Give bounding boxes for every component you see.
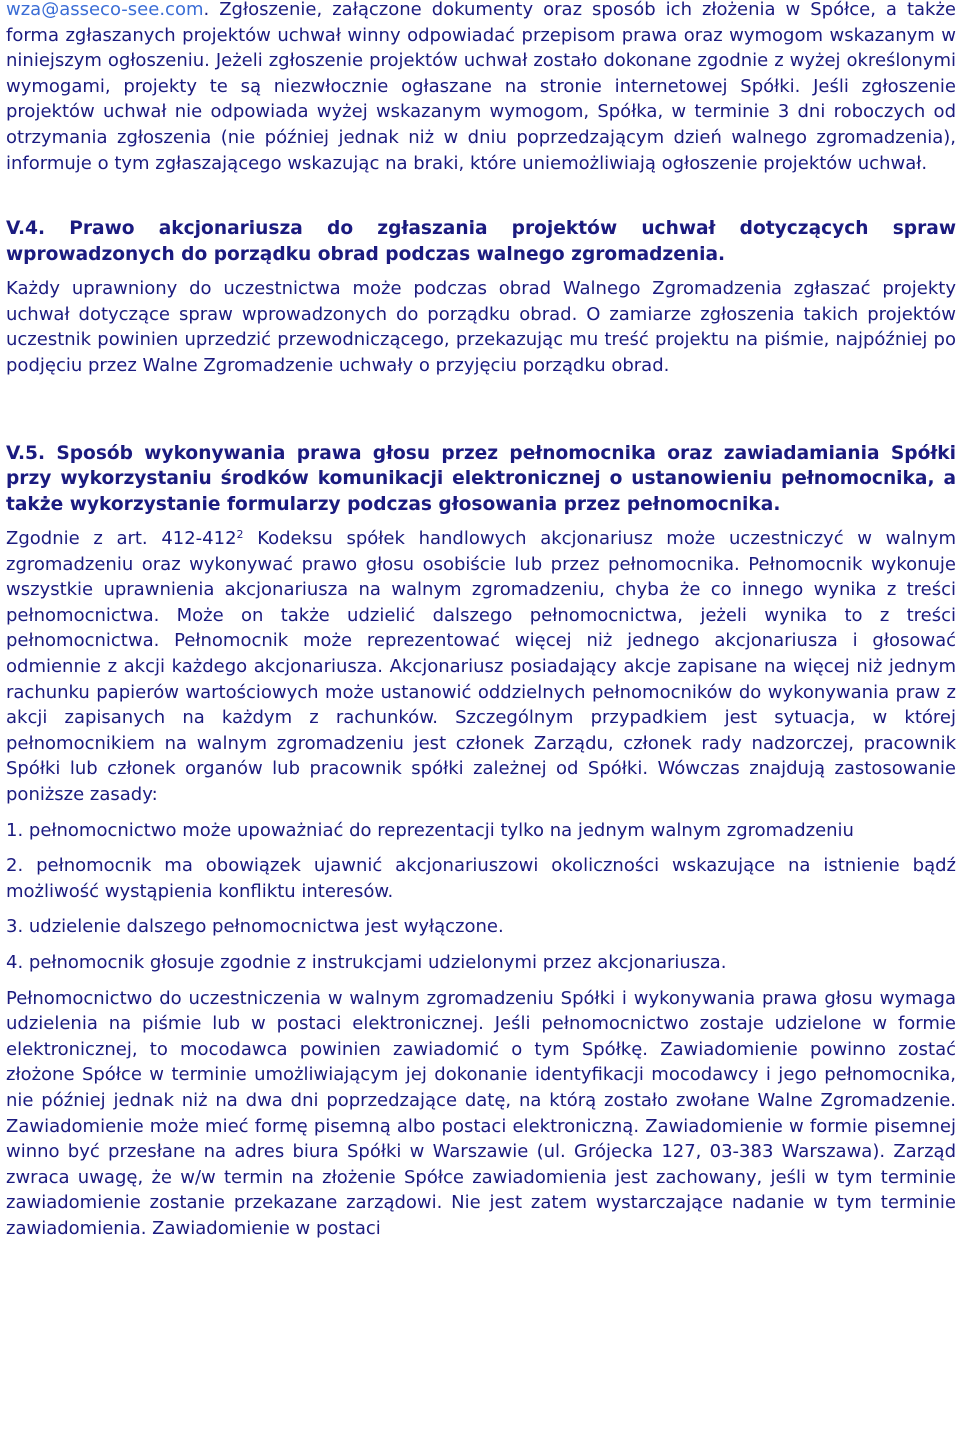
intro-paragraph — [6, 0, 956, 176]
section-v5-body — [6, 526, 956, 808]
closing-paragraph: Pełnomocnictwo do uczestniczenia w walnym zgromadzeniu Spółki i wykonywania prawa głosu wymaga udzielenia na piśmie lub w postaci elektronicznej. Jeśli pełnomocnictwo zostaje udzielone w formie elektronicznej, to mocodawca powinien zawiadomić o tym Spółkę. Zawiadomienie powinno zostać złożone Spółce w terminie umożliwiającym jej dokonanie identyfikacji mocodawcy i jego pełnomocnika, nie później jednak niż na dwa dni poprzedzające datę, na którą zostało zwołane Walne Zgromadzenie. Zawiadomienie może mieć formę pisemną albo postaci elektroniczną. Zawiadomienie w formie pisemnej winno być przesłane na adres biura Spółki w Warszawie (ul. Grójecka 127, 03-383 Warszawa). Zarząd zwraca uwagę, że w/w termin na złożenie Spółce zawiadomienia jest zachowany, jeśli w tym terminie zawiadomienie zostanie przekazane zarządowi. Nie jest zatem wystarczające nadanie w tym terminie zawiadomienia. Zawiadomienie w postaci — [6, 987, 956, 1239]
email-link[interactable]: wza@asseco-see.com — [6, 0, 204, 20]
section-v5-body-rest: Kodeksu spółek handlowych akcjonariusz może uczestniczyć w walnym zgromadzeniu oraz wykonywać prawo głosu osobiście lub przez pełnomocnika. Pełnomocnik wykonuje wszystkie uprawnienia akcjonariusza na walnym zgromadzeniu, chyba że co innego wynika z treści pełnomocnictwa. Może on także udzielić dalszego pełnomocnictwa, jeżeli wynika to z treści pełnomocnictwa. Pełnomocnik może reprezentować więcej niż jednego akcjonariusza i głosować odmiennie z akcji każdego akcjonariusza. Akcjonariusz posiadający akcje zapisane na więcej niż jednym rachunku papierów wartościowych może ustanowić oddzielnych pełnomocników do wykonywania praw z akcji zapisanych na każdym z rachunków. Szczególnym przypadkiem jest sytuacja, w której pełnomocnikiem na walnym zgromadzeniu jest członek Zarządu, członek rady nadzorczej, pracownik Spółki lub członek organów lub pracownik spółki zależnej od Spółki. Wówczas znajdują zastosowanie poniższe zasady: — [6, 528, 956, 805]
spacer — [6, 940, 956, 950]
intro-text: . Zgłoszenie, załączone dokumenty oraz sposób ich złożenia w Spółce, a także forma zgłaszanych projektów uchwał winny odpowiadać przepisom prawa oraz wymogom wskazanym w niniejszym ogłoszeniu. Jeżeli zgłoszenie projektów uchwał zostało dokonane zgodnie z wyżej określonymi wymogami, projekty te są niezwłocznie ogłaszane na stronie internetowej Spółki. Jeśli zgłoszenie projektów uchwał nie odpowiada wyżej wskazanym wymogom, Spółka, w terminie 3 dni roboczych od otrzymania zgłoszenia (nie później jednak niż w dniu poprzedzającym dzień walnego zgromadzenia), informuje o tym zgłaszającego wskazując na braki, które uniemożliwiają ogłoszenie projektów uchwał. — [6, 0, 956, 174]
document-page — [6, 0, 956, 1443]
rule-item-4: 4. pełnomocnik głosuje zgodnie z instrukcjami udzielonymi przez akcjonariusza. — [6, 951, 727, 973]
spacer — [6, 267, 956, 276]
spacer — [6, 517, 956, 526]
spacer — [6, 976, 956, 986]
section-v4-body: Każdy uprawniony do uczestnictwa może podczas obrad Walnego Zgromadzenia zgłaszać projekty uchwał dotyczące spraw wprowadzonych do porządku obrad. O zamiarze zgłoszenia takich projektów uczestnik powinien uprzedzić przewodniczącego, przekazując mu treść projektu na piśmie, najpóźniej po podjęciu przez Walne Zgromadzenie uchwały o przyjęciu porządku obrad. — [6, 278, 956, 376]
spacer — [6, 904, 956, 914]
section-v5-body-start: Zgodnie z art. 412-412 — [6, 528, 237, 550]
section-v4-heading: V.4. Prawo akcjonariusza do zgłaszania projektów uchwał dotyczących spraw wprowadzonych do porządku obrad podczas walnego zgromadzenia. — [6, 218, 956, 265]
rule-item-2: 2. pełnomocnik ma obowiązek ujawnić akcjonariuszowi okoliczności wskazujące na istnienie bądź możliwość wystąpienia konfliktu interesów. — [6, 855, 956, 902]
spacer — [6, 379, 956, 441]
superscript: 2 — [236, 528, 244, 542]
spacer — [6, 808, 956, 818]
spacer — [6, 176, 956, 216]
rule-item-1: 1. pełnomocnictwo może upoważniać do reprezentacji tylko na jednym walnym zgromadzeniu — [6, 819, 854, 841]
spacer — [6, 843, 956, 853]
rule-item-3: 3. udzielenie dalszego pełnomocnictwa jest wyłączone. — [6, 916, 504, 938]
section-v5-heading: V.5. Sposób wykonywania prawa głosu przez pełnomocnika oraz zawiadamiania Spółki przy wykorzystaniu środków komunikacji elektronicznej o ustanowieniu pełnomocnika, a także wykorzystanie formularzy podczas głosowania przez pełnomocnika. — [6, 442, 956, 515]
